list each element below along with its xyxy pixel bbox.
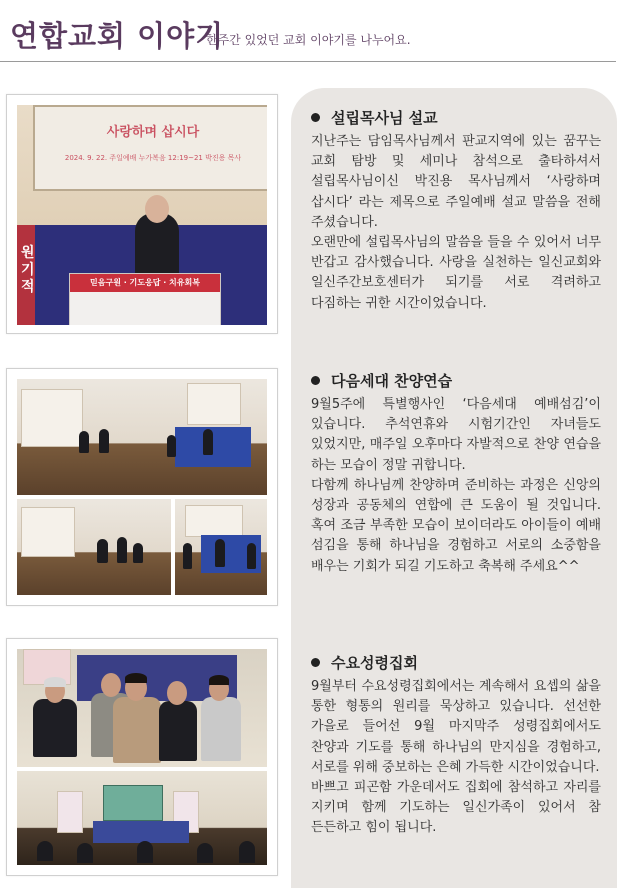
section-founding-pastor-sermon [311, 107, 601, 314]
pulpit-text: 믿음구원 · 기도응답 · 치유회복 [90, 278, 200, 287]
section-paragraph: 오랜만에 설립목사님의 말씀을 들을 수 있어서 너무 반갑고 감사했습니다. 사랑을 실천하는 일신교회와 일신주간보호센터가 되기를 서로 격려하고 다짐하는 귀한 시간이었습니다. [311, 235, 601, 311]
section-paragraph: 바쁘고 피곤함 가운데서도 집회에 참석하고 자리를 지키며 함께 기도하는 일신가족이 있어서 참 든든하고 힘이 됩니다. [311, 780, 601, 836]
bullet-icon [311, 658, 320, 667]
praise-photo-bottom-left [17, 499, 171, 595]
photo-frame-sermon [6, 94, 278, 334]
page-title: 연합교회 이야기 [10, 19, 225, 53]
section-wednesday-spirit-service [311, 652, 601, 839]
page-header [0, 0, 622, 62]
projection-screen [33, 105, 267, 191]
screen-title: 사랑하며 삽시다 [106, 125, 200, 140]
section-title-text: 다음세대 찬양연습 [331, 372, 453, 390]
praise-photo-top [17, 379, 267, 495]
section-title [311, 107, 601, 128]
header-divider [0, 61, 616, 62]
praise-photo-bottom-right [175, 499, 267, 595]
bullet-icon [311, 376, 320, 385]
section-paragraph: 다함께 하나님께 찬양하며 준비하는 과정은 신앙의 성장과 공동체의 연합에 큰 도움이 될 것입니다. 혹여 조금 부족한 모습이 보이더라도 아이들이 예배 섬김을 통해 하나님을 경험하고 서로의 소중함을 배우는 기회가 되길 기도하고 축복해 주세요^^ [311, 477, 601, 574]
page-subtitle: 한주간 있었던 교회 이야기를 나누어요. [206, 33, 411, 47]
section-paragraph: 지난주는 담임목사님께서 판교지역에 있는 꿈꾸는 교회 탐방 및 세미나 참석으로 출타하셔서 설립목사님이신 박진용 목사님께서 ‘사랑하며 삽시다’ 라는 제목으로 주일예배 설교 말씀을 전해 주셨습니다. [311, 134, 601, 230]
section-paragraph: 9월부터 수요성령집회에서는 계속해서 요셉의 삶을 통한 형통의 원리를 묵상하고 있습니다. 선선한 가을로 들어선 9월 마지막주 성령집회에서도 찬양과 기도를 통해 하나님의 만지심을 경험하고, 서로를 위해 중보하는 은혜 가득한 시간이었습니다. [311, 679, 601, 775]
section-paragraph: 9월5주에 특별행사인 ‘다음세대 예배섬김’이 있습니다. 추석연휴와 시험기간인 자녀들도 있었지만, 매주일 오후마다 자발적으로 찬양 연습을 하는 모습이 정말 귀합니다. [311, 397, 601, 473]
section-title [311, 652, 601, 673]
banner-side-text: 원 기 적 [21, 245, 35, 295]
photo-frame-praise [6, 368, 278, 606]
section-next-generation-praise [311, 370, 601, 577]
wednesday-photo-top [17, 649, 267, 767]
section-title-text: 수요성령집회 [331, 654, 418, 672]
section-title-text: 설립목사님 설교 [331, 109, 438, 127]
photo-frame-wednesday [6, 638, 278, 876]
pulpit [69, 273, 221, 325]
sermon-photo [17, 105, 267, 325]
wednesday-photo-bottom [17, 771, 267, 865]
bullet-icon [311, 113, 320, 122]
screen-subtitle: 2024. 9. 22. 주일예배 누가복음 12:19~21 박진용 목사 [64, 154, 242, 162]
section-title [311, 370, 601, 391]
